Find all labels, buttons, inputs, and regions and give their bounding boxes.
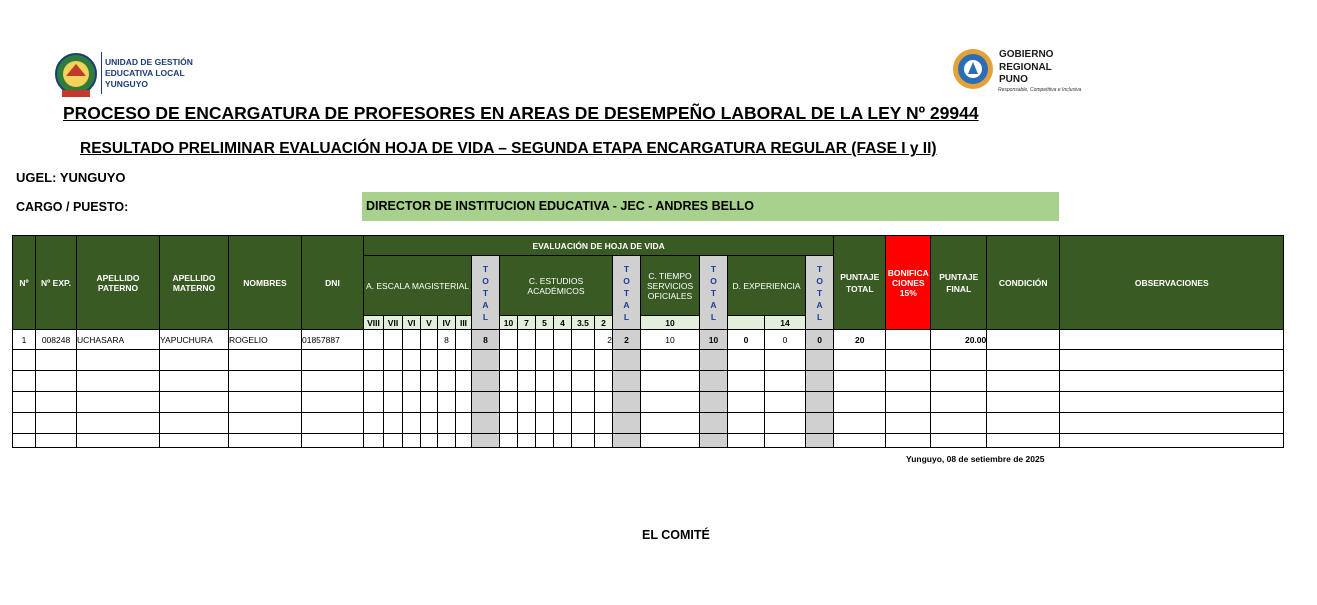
col-condicion: CONDICIÓN xyxy=(987,236,1060,330)
cell-bonificacion xyxy=(886,330,931,350)
cell-estudios xyxy=(536,330,554,350)
col-evaluacion: EVALUACIÓN DE HOJA DE VIDA xyxy=(364,236,834,256)
table-row-empty xyxy=(13,434,1284,448)
escala-level: VII xyxy=(384,316,403,330)
gob-slogan: Responsable, Competitiva e Inclusiva xyxy=(998,87,1082,93)
cell-estudios xyxy=(500,330,518,350)
cell-escala xyxy=(364,330,384,350)
cell-experiencia-a: 0 xyxy=(728,330,765,350)
experiencia-level-blank xyxy=(728,316,765,330)
cell-ap-paterno: UCHASARA xyxy=(77,330,160,350)
cargo-value: DIRECTOR DE INSTITUCION EDUCATIVA - JEC - ANDRES BELLO xyxy=(362,192,1059,221)
total-escala-header: T O T A L xyxy=(472,256,500,330)
total-experiencia-header: T O T A L xyxy=(806,256,834,330)
col-experiencia: D. EXPERIENCIA xyxy=(728,256,806,316)
cell-estudios xyxy=(554,330,572,350)
tiempo-level: 10 xyxy=(641,316,700,330)
escala-level: V xyxy=(421,316,438,330)
cell-estudios xyxy=(572,330,595,350)
cell-puntaje-total: 20 xyxy=(834,330,886,350)
cell-puntaje-final: 20.00 xyxy=(931,330,987,350)
escala-level: IV xyxy=(438,316,456,330)
cell-observaciones xyxy=(1060,330,1284,350)
col-num: Nº xyxy=(13,236,36,330)
col-ap-paterno: APELLIDO PATERNO xyxy=(77,236,160,330)
cell-estudios xyxy=(518,330,536,350)
cell-escala-total: 8 xyxy=(472,330,500,350)
estudios-level: 3.5 xyxy=(572,316,595,330)
estudios-level: 7 xyxy=(518,316,536,330)
cell-condicion xyxy=(987,330,1060,350)
cell-experiencia-total: 0 xyxy=(806,330,834,350)
gobierno-regional-text: GOBIERNO REGIONAL PUNO xyxy=(999,49,1054,85)
cell-escala xyxy=(384,330,403,350)
table-row-empty xyxy=(13,350,1284,371)
escala-level: III xyxy=(456,316,472,330)
page-title: PROCESO DE ENCARGATURA DE PROFESORES EN AREAS DE DESEMPEÑO LABORAL DE LA LEY Nº 29944 xyxy=(63,103,979,123)
col-bonificaciones: BONIFICA CIONES 15% xyxy=(886,236,931,330)
cell-ap-materno: YAPUCHURA xyxy=(160,330,229,350)
page-subtitle: RESULTADO PRELIMINAR EVALUACIÓN HOJA DE VIDA – SEGUNDA ETAPA ENCARGATURA REGULAR (FASE I y II) xyxy=(80,140,937,157)
document-date: Yunguyo, 08 de setiembre de 2025 xyxy=(906,454,1045,464)
experiencia-level: 14 xyxy=(765,316,806,330)
ugel-yunguyo-logo xyxy=(52,52,100,100)
col-ap-materno: APELLIDO MATERNO xyxy=(160,236,229,330)
col-puntaje-final: PUNTAJE FINAL xyxy=(931,236,987,330)
cell-escala xyxy=(421,330,438,350)
cell-estudios-total: 2 xyxy=(613,330,641,350)
col-nombres: NOMBRES xyxy=(229,236,302,330)
cargo-label: CARGO / PUESTO: xyxy=(16,200,129,214)
col-observaciones: OBSERVACIONES xyxy=(1060,236,1284,330)
cell-escala xyxy=(456,330,472,350)
gobierno-regional-puno-logo xyxy=(950,46,996,92)
ugel-logo-text: UNIDAD DE GESTIÓN EDUCATIVA LOCAL YUNGUYO xyxy=(105,57,193,89)
cell-tiempo: 10 xyxy=(641,330,700,350)
logo-divider xyxy=(101,52,102,94)
cell-nombres: ROGELIO xyxy=(229,330,302,350)
table-row-empty xyxy=(13,371,1284,392)
cell-dni: 01857887 xyxy=(302,330,364,350)
col-dni: DNI xyxy=(302,236,364,330)
table-row xyxy=(13,330,1284,350)
cell-tiempo-total: 10 xyxy=(700,330,728,350)
escala-level: VIII xyxy=(364,316,384,330)
cell-escala xyxy=(403,330,421,350)
table-row-empty xyxy=(13,392,1284,413)
col-escala: A. ESCALA MAGISTERIAL xyxy=(364,256,472,316)
escala-level: VI xyxy=(403,316,421,330)
col-puntaje-total: PUNTAJE TOTAL xyxy=(834,236,886,330)
table-row-empty xyxy=(13,413,1284,434)
col-tiempo: C. TIEMPO SERVICIOS OFICIALES xyxy=(641,256,700,316)
cell-estudios: 2 xyxy=(595,330,613,350)
estudios-level: 2 xyxy=(595,316,613,330)
total-tiempo-header: T O T A L xyxy=(700,256,728,330)
col-estudios: C. ESTUDIOS ACADÉMICOS xyxy=(500,256,613,316)
evaluation-table xyxy=(12,235,1284,448)
estudios-level: 4 xyxy=(554,316,572,330)
estudios-level: 5 xyxy=(536,316,554,330)
cell-num: 1 xyxy=(13,330,36,350)
ugel-label: UGEL: YUNGUYO xyxy=(16,170,126,185)
cell-experiencia-b: 0 xyxy=(765,330,806,350)
committee-signature-label: EL COMITÉ xyxy=(642,528,710,542)
col-exp: Nº EXP. xyxy=(36,236,77,330)
cell-escala: 8 xyxy=(438,330,456,350)
cell-exp: 008248 xyxy=(36,330,77,350)
estudios-level: 10 xyxy=(500,316,518,330)
total-estudios-header: T O T A L xyxy=(613,256,641,330)
